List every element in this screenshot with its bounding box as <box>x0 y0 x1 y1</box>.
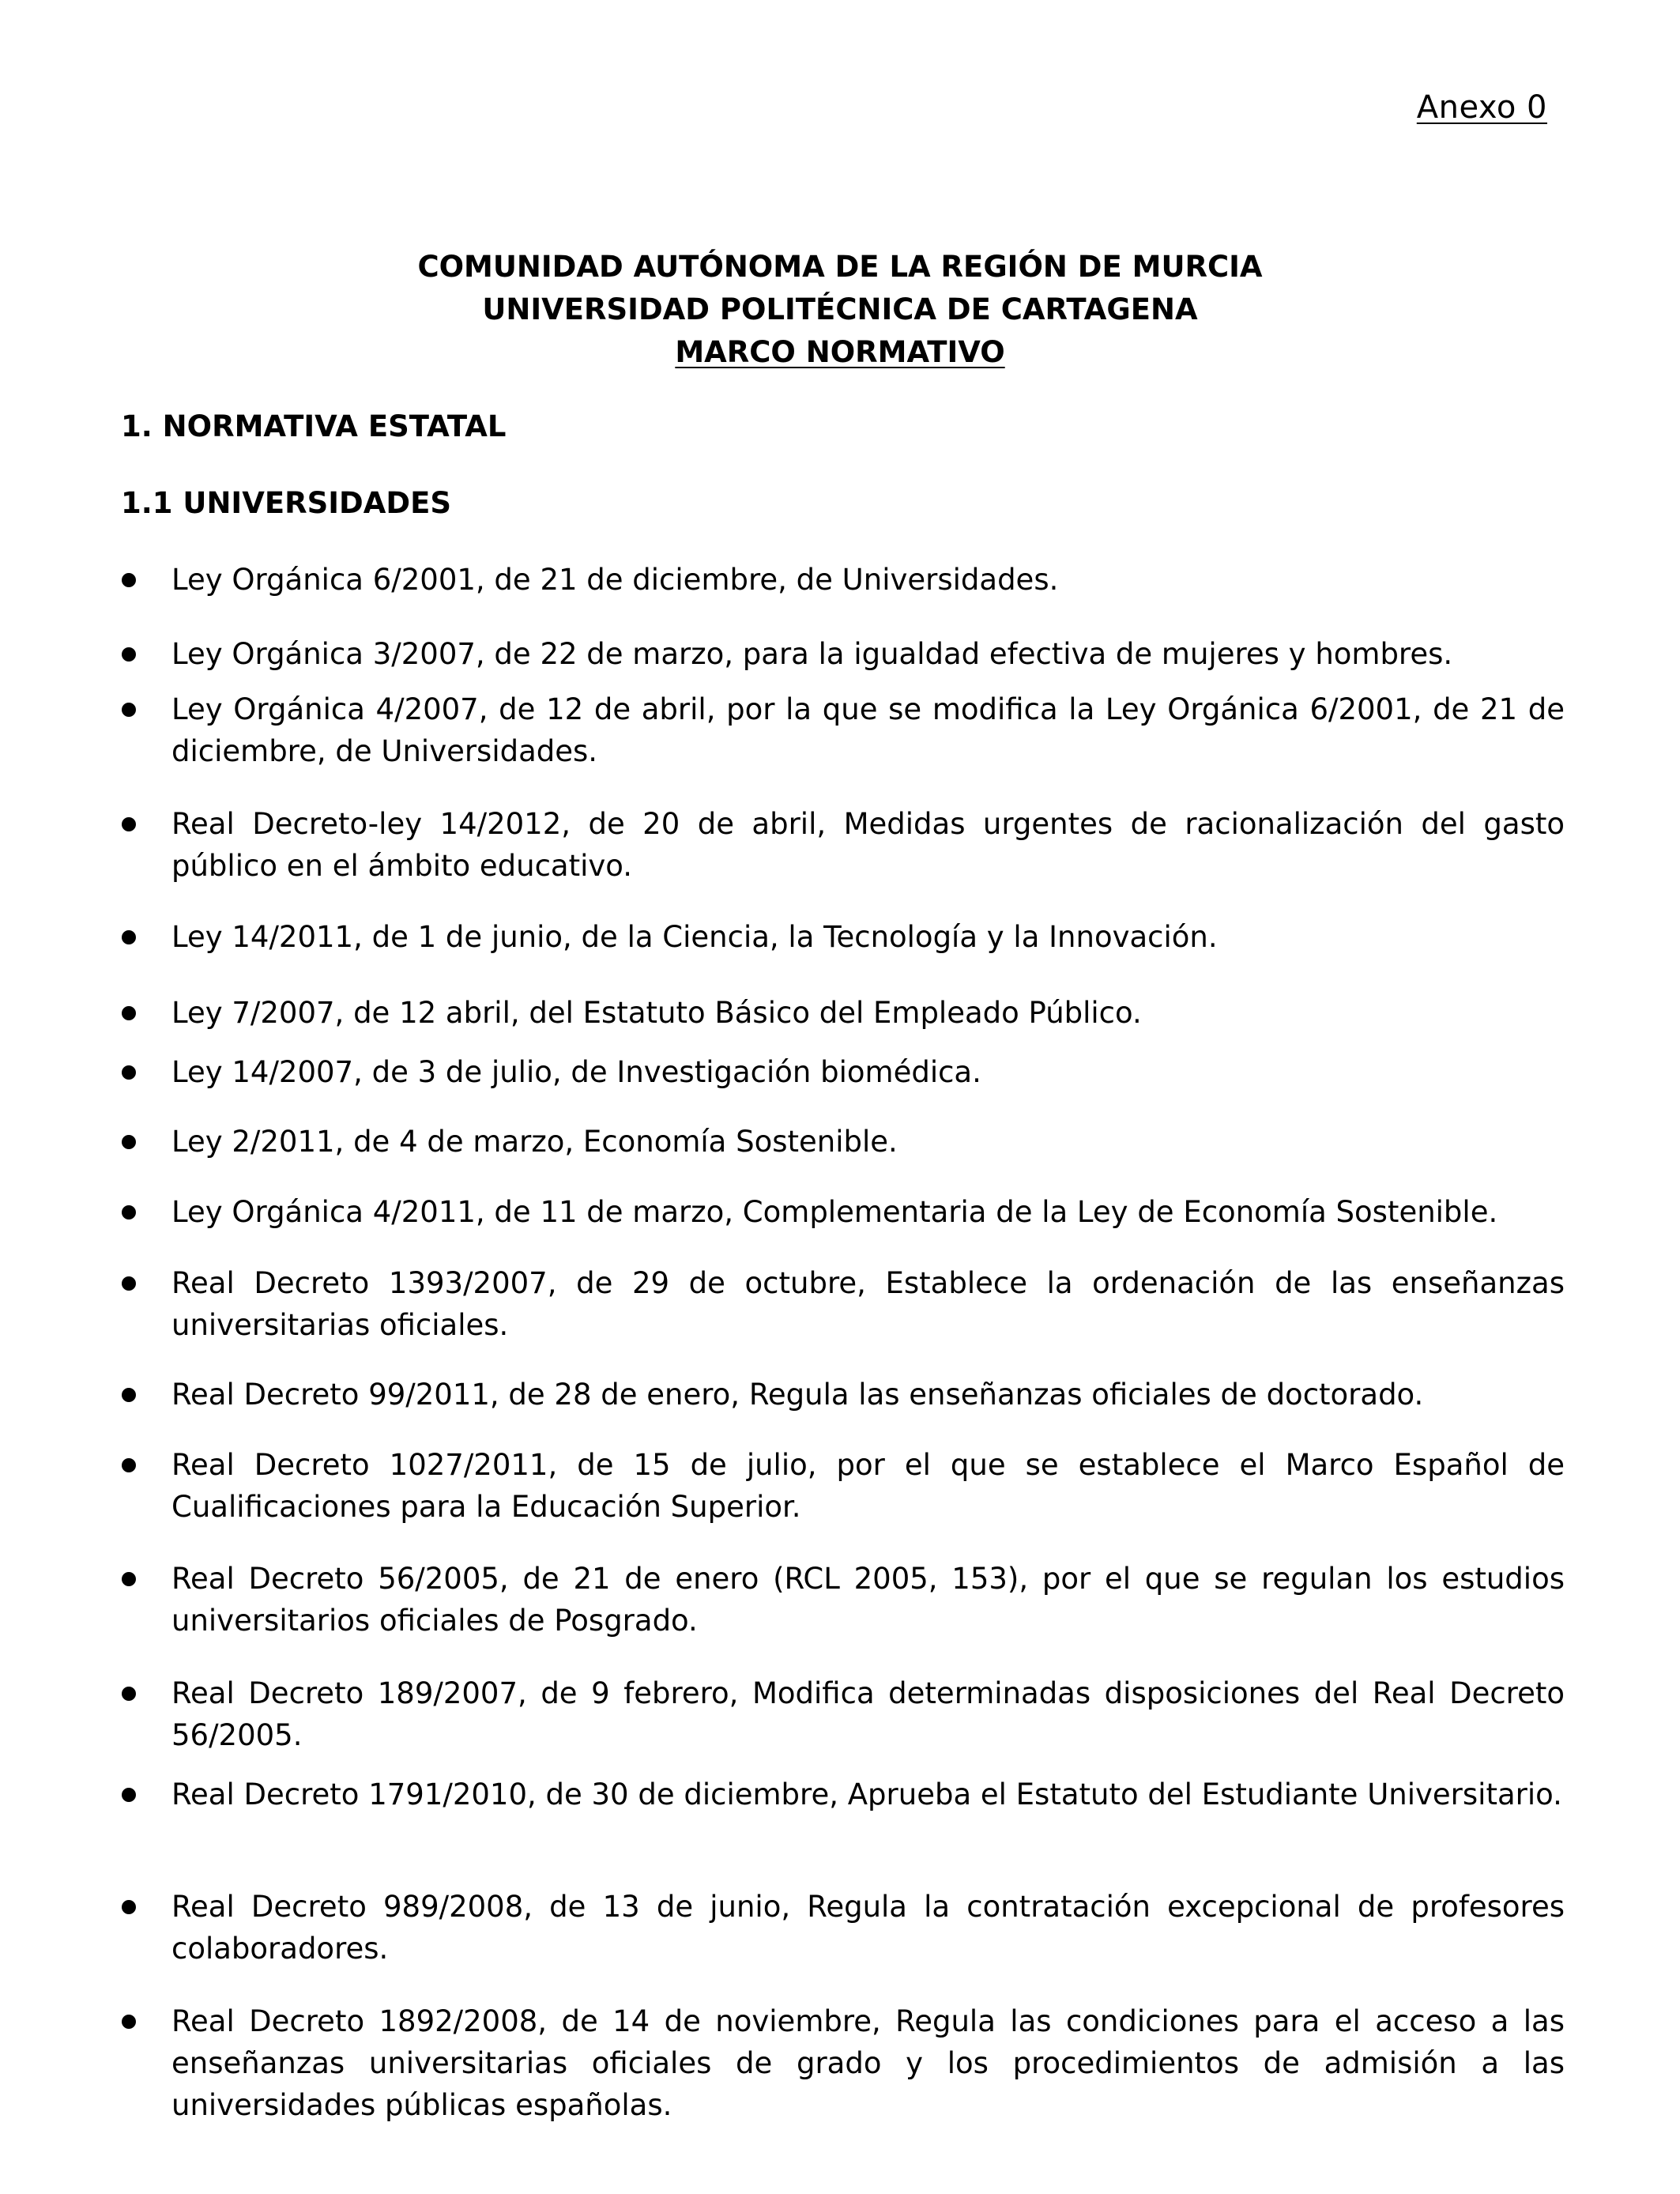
list-item-text: Ley 14/2011, de 1 de junio, de la Ciencia, la Tecnología y la Innovación. <box>171 920 1218 954</box>
list-item-text: Real Decreto 1791/2010, de 30 de diciembre, Aprueba el Estatuto del Estudiante Universitario. <box>171 1777 1562 1811</box>
list-item <box>119 1374 1565 1416</box>
bullet-icon <box>122 1388 136 1402</box>
list-item-text: Real Decreto 99/2011, de 28 de enero, Regula las enseñanzas oficiales de doctorado. <box>171 1378 1424 1412</box>
list-item-text: Real Decreto 189/2007, de 9 febrero, Modifica determinadas disposiciones del Real Decreto 56/2005. <box>171 1676 1565 1752</box>
list-item <box>119 992 1565 1034</box>
list-item-text: Ley Orgánica 6/2001, de 21 de diciembre, de Universidades. <box>171 563 1059 597</box>
bullet-icon <box>122 1572 136 1586</box>
list-item-text: Ley Orgánica 4/2011, de 11 de marzo, Complementaria de la Ley de Economía Sostenible. <box>171 1195 1498 1229</box>
annex-label: Anexo 0 <box>1416 89 1547 126</box>
bullet-icon <box>122 1900 136 1914</box>
header-title-text: MARCO NORMATIVO <box>675 335 1005 369</box>
bullet-icon <box>122 1205 136 1220</box>
bullet-icon <box>122 1788 136 1802</box>
header-title <box>0 331 1680 374</box>
list-item-text: Real Decreto 56/2005, de 21 de enero (RCL 2005, 153), por el que se regulan los estudios universitarios oficiales de Posgrado. <box>171 1562 1565 1638</box>
list-item <box>119 803 1565 887</box>
bullet-icon <box>122 930 136 944</box>
bullet-icon <box>122 703 136 717</box>
list-item <box>119 1558 1565 1642</box>
list-item-text: Real Decreto-ley 14/2012, de 20 de abril, Medidas urgentes de racionalización del gasto público en el ámbito educativo. <box>171 807 1565 883</box>
list-item-text: Real Decreto 1892/2008, de 14 de noviembre, Regula las condiciones para el acceso a las enseñanzas universitarias oficiales de grado y los procedimientos de admisión a las universidades públicas españolas. <box>171 2004 1565 2122</box>
list-item <box>119 1774 1565 1815</box>
bullet-icon <box>122 1458 136 1472</box>
list-item-text: Ley Orgánica 4/2007, de 12 de abril, por la que se modifica la Ley Orgánica 6/2001, de 21 de diciembre, de Universidades. <box>171 692 1565 768</box>
list-item <box>119 1886 1565 1970</box>
list-item <box>119 633 1565 675</box>
bullet-icon <box>122 817 136 831</box>
section-heading-normativa-estatal: 1. NORMATIVA ESTATAL <box>121 409 507 443</box>
bullet-icon <box>122 647 136 662</box>
header-university: UNIVERSIDAD POLITÉCNICA DE CARTAGENA <box>482 292 1198 326</box>
list-item <box>119 559 1565 601</box>
list-item <box>119 1444 1565 1528</box>
list-item <box>119 688 1565 772</box>
list-item-text: Real Decreto 1027/2011, de 15 de julio, por el que se establece el Marco Español de Cualificaciones para la Educación Superior. <box>171 1448 1565 1524</box>
list-item-text: Ley 2/2011, de 4 de marzo, Economía Sostenible. <box>171 1125 898 1159</box>
bullet-icon <box>122 2015 136 2029</box>
list-item <box>119 1672 1565 1756</box>
bullet-icon <box>122 1276 136 1291</box>
list-item-text: Real Decreto 1393/2007, de 29 de octubre, Establece la ordenación de las enseñanzas universitarias oficiales. <box>171 1266 1565 1342</box>
bullet-icon <box>122 573 136 587</box>
bullet-icon <box>122 1065 136 1080</box>
bullet-icon <box>122 1687 136 1701</box>
document-header <box>0 246 1680 374</box>
header-community: COMUNIDAD AUTÓNOMA DE LA REGIÓN DE MURCIA <box>417 250 1263 284</box>
list-item-text: Ley 14/2007, de 3 de julio, de Investigación biomédica. <box>171 1055 981 1089</box>
bullet-icon <box>122 1135 136 1149</box>
list-item-text: Real Decreto 989/2008, de 13 de junio, Regula la contratación excepcional de profesores colaboradores. <box>171 1890 1565 1966</box>
section-heading-universidades: 1.1 UNIVERSIDADES <box>121 486 452 520</box>
list-item <box>119 1262 1565 1346</box>
list-item-text: Ley Orgánica 3/2007, de 22 de marzo, para la igualdad efectiva de mujeres y hombres. <box>171 637 1453 671</box>
bullet-icon <box>122 1006 136 1020</box>
list-item <box>119 2000 1565 2126</box>
list-item <box>119 1191 1565 1233</box>
list-item-text: Ley 7/2007, de 12 abril, del Estatuto Básico del Empleado Público. <box>171 996 1142 1030</box>
list-item <box>119 1121 1565 1163</box>
list-item <box>119 1051 1565 1093</box>
list-item <box>119 916 1565 958</box>
